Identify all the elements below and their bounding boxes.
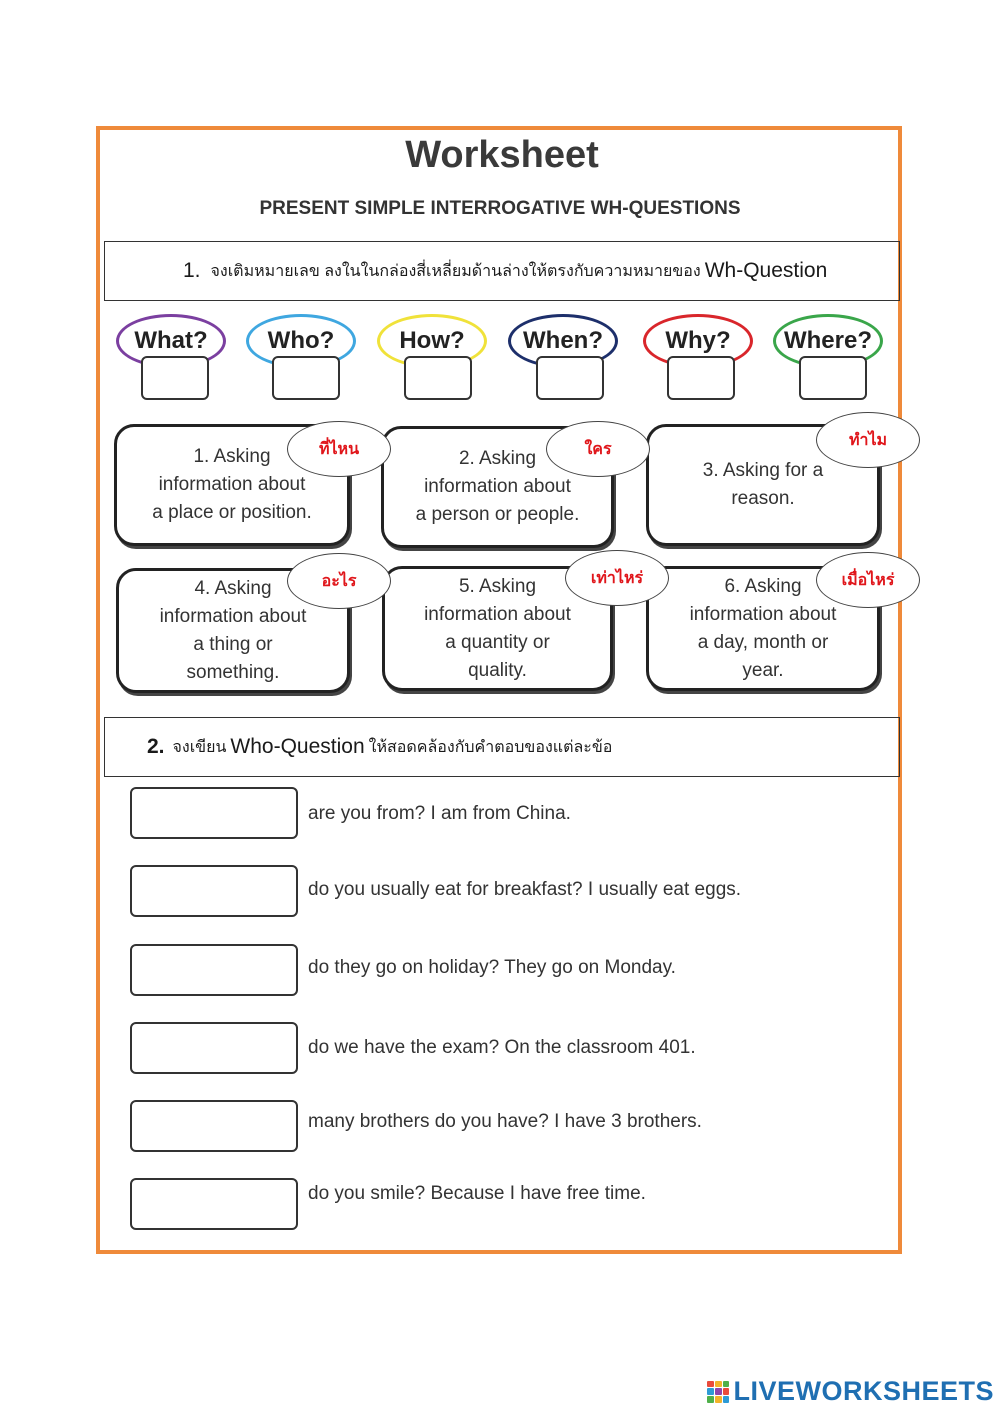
- thai-label-5: เท่าไหร่: [565, 550, 669, 606]
- meaning-card-text: 2. Asking information about a person or people.: [415, 448, 580, 525]
- worksheet-title: Worksheet: [405, 134, 599, 176]
- section1-instruction-english: Wh-Question: [704, 259, 828, 282]
- wh-answer-box-where[interactable]: [799, 356, 867, 400]
- section2-number: 2.: [147, 735, 165, 758]
- wh-word-how: How?: [377, 314, 487, 368]
- answer-box-4[interactable]: [130, 1022, 298, 1074]
- liveworksheets-footer[interactable]: [707, 1376, 994, 1407]
- meaning-card-text: 6. Asking information about a day, month or year.: [689, 575, 837, 681]
- wh-word-where: Where?: [773, 314, 883, 368]
- thai-label-1: ที่ไหน: [287, 421, 391, 477]
- worksheet-subtitle: PRESENT SIMPLE INTERROGATIVE WH-QUESTIONS: [259, 198, 741, 219]
- question-text-6: do you smile? Because I have free time.: [308, 1183, 646, 1204]
- meaning-card-text: 4. Asking information about a thing or something.: [159, 577, 307, 683]
- answer-box-1[interactable]: [130, 787, 298, 839]
- section1-instruction-thai: จงเติมหมายเลข ลงในในกล่องสี่เหลี่ยมด้านล่างให้ตรงกับความหมายของ: [210, 262, 701, 280]
- wh-answer-box-when[interactable]: [536, 356, 604, 400]
- answer-box-3[interactable]: [130, 944, 298, 996]
- wh-answer-box-how[interactable]: [404, 356, 472, 400]
- wh-word-why: Why?: [643, 314, 753, 368]
- meaning-card-text: 5. Asking information about a quantity or quality.: [424, 575, 571, 681]
- wh-answer-box-what[interactable]: [141, 356, 209, 400]
- liveworksheets-brand: LIVEWORKSHEETS: [733, 1376, 994, 1406]
- section2-instruction-thai-before: จงเขียน: [172, 738, 227, 756]
- thai-label-2: ใคร: [546, 421, 650, 477]
- section1-instruction: [104, 241, 900, 301]
- section1-number: 1.: [183, 259, 201, 282]
- thai-label-6: เมื่อไหร่: [816, 552, 920, 608]
- question-text-5: many brothers do you have? I have 3 brothers.: [308, 1111, 702, 1132]
- question-text-2: do you usually eat for breakfast? I usually eat eggs.: [308, 879, 742, 900]
- thai-label-3: ทำไม: [816, 412, 920, 468]
- wh-word-what: What?: [116, 314, 226, 368]
- section2-instruction-english: Who-Question: [230, 735, 365, 758]
- question-text-4: do we have the exam? On the classroom 401.: [308, 1037, 696, 1058]
- answer-box-6[interactable]: [130, 1178, 298, 1230]
- liveworksheets-logo-icon: [707, 1381, 729, 1403]
- question-text-1: are you from? I am from China.: [308, 803, 571, 824]
- section2-instruction: [104, 717, 900, 777]
- wh-answer-box-who[interactable]: [272, 356, 340, 400]
- wh-word-when: When?: [508, 314, 618, 368]
- section2-instruction-thai-after: ให้สอดคล้องกับคำตอบของแต่ละข้อ: [368, 738, 613, 756]
- meaning-card-text: 3. Asking for a reason.: [702, 460, 824, 509]
- meaning-card-text: 1. Asking information about a place or position.: [152, 446, 312, 523]
- answer-box-2[interactable]: [130, 865, 298, 917]
- wh-answer-box-why[interactable]: [667, 356, 735, 400]
- thai-label-4: อะไร: [287, 553, 391, 609]
- answer-box-5[interactable]: [130, 1100, 298, 1152]
- wh-word-who: Who?: [246, 314, 356, 368]
- question-text-3: do they go on holiday? They go on Monday.: [308, 957, 676, 978]
